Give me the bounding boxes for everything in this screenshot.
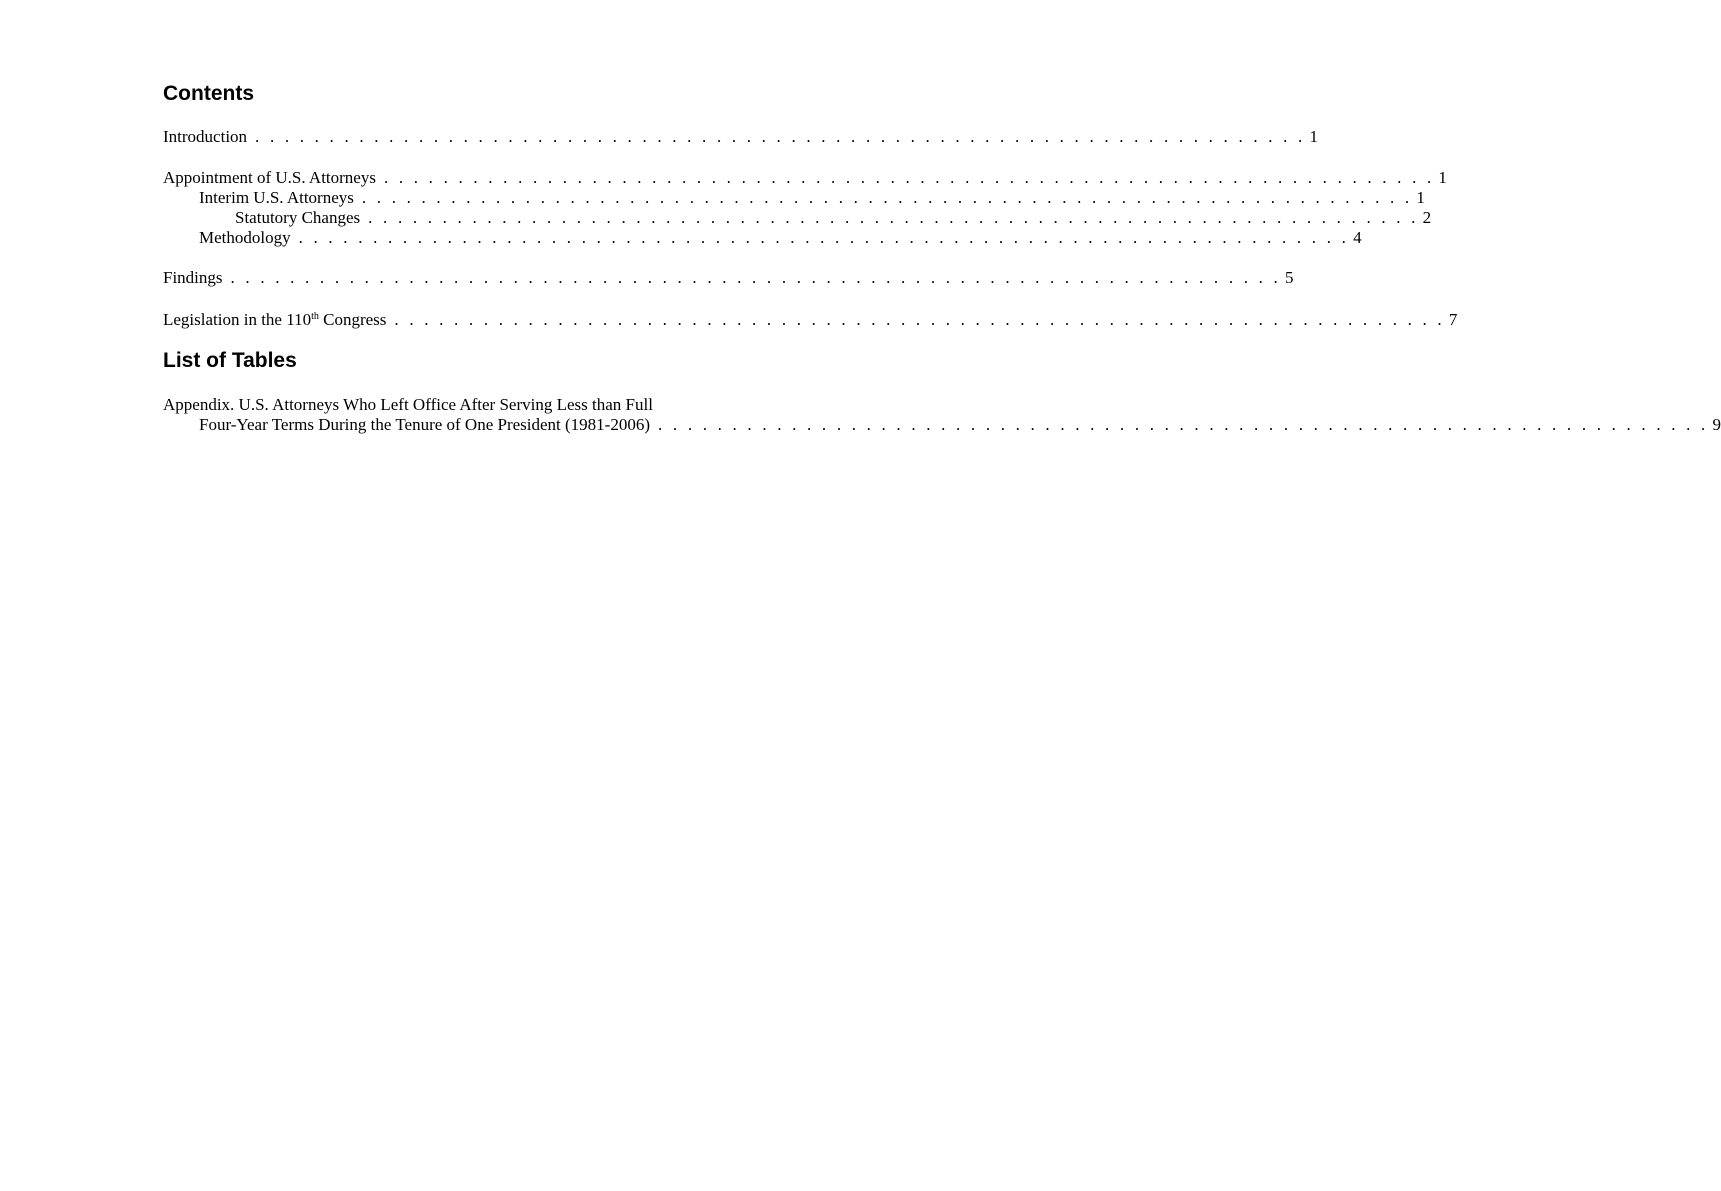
toc-page-number: 1	[1309, 127, 1318, 146]
label-text-before: Legislation in the 110	[163, 310, 312, 329]
toc-entry-label: Introduction	[163, 127, 255, 147]
toc-page-number: 1	[1416, 188, 1425, 207]
toc-entry-appointment[interactable]	[163, 168, 1447, 188]
toc-entry-label: Findings	[163, 268, 231, 288]
toc-entry-interim[interactable]	[199, 188, 1425, 208]
toc-page-number: 1	[1438, 168, 1447, 187]
toc-page-number: 9	[1712, 415, 1721, 434]
toc-entry-statutory-changes[interactable]	[235, 208, 1432, 228]
toc-page-number: 7	[1448, 310, 1458, 329]
table-entry-line-1[interactable]: Appendix. U.S. Attorneys Who Left Office After Serving Less than Full	[163, 395, 653, 414]
toc-page-number: 4	[1353, 228, 1362, 247]
toc-entry-label: Appointment of U.S. Attorneys	[163, 168, 384, 188]
toc-entry-introduction[interactable]	[163, 127, 1318, 147]
toc-entry-legislation[interactable]	[163, 310, 1458, 330]
toc-entry-label: Interim U.S. Attorneys	[199, 188, 362, 208]
toc-page-number: 2	[1422, 208, 1432, 227]
ordinal-suffix: th	[311, 311, 319, 322]
toc-entry-label	[163, 310, 394, 330]
toc-entry-methodology[interactable]	[199, 228, 1362, 248]
dot-leader: . . . . . . . . . . . . . . . . . . . . . . . . . . . . . . . . . . . . . . . . . . . . . . . . . . . . . . . . . . . . . . . . . . . . . . .	[361, 188, 1413, 207]
toc-entry-findings[interactable]	[163, 268, 1294, 288]
dot-leader: . . . . . . . . . . . . . . . . . . . . . . . . . . . . . . . . . . . . . . . . . . . . . . . . . . . . . . . . . . . . . . . . . . . . . . .	[255, 127, 1306, 146]
toc-entry-label: Statutory Changes	[235, 208, 368, 228]
dot-leader: . . . . . . . . . . . . . . . . . . . . . . . . . . . . . . . . . . . . . . . . . . . . . . . . . . . . . . . . . . . . . . . . . . . . . . .	[230, 268, 1281, 287]
dot-leader: . . . . . . . . . . . . . . . . . . . . . . . . . . . . . . . . . . . . . . . . . . . . . . . . . . . . . . . . . . . . . . . . . . . . . . .	[298, 228, 1350, 247]
contents-heading: Contents	[163, 82, 254, 105]
label-text-after: Congress	[318, 310, 387, 329]
dot-leader: . . . . . . . . . . . . . . . . . . . . . . . . . . . . . . . . . . . . . . . . . . . . . . . . . . . . . . . . . . . . . . . . . . . . . . .	[383, 168, 1435, 187]
dot-leader: . . . . . . . . . . . . . . . . . . . . . . . . . . . . . . . . . . . . . . . . . . . . . . . . . . . . . . . . . . . . . . . . . . . . . . .	[368, 208, 1419, 227]
dot-leader: . . . . . . . . . . . . . . . . . . . . . . . . . . . . . . . . . . . . . . . . . . . . . . . . . . . . . . . . . . . . . . . . . . . . . . .	[394, 310, 1445, 329]
dot-leader: . . . . . . . . . . . . . . . . . . . . . . . . . . . . . . . . . . . . . . . . . . . . . . . . . . . . . . . . . . . . . . . . . . . . . . .	[658, 415, 1709, 434]
table-entry-appendix[interactable]	[199, 415, 1721, 435]
toc-page-number: 5	[1284, 268, 1294, 287]
toc-entry-label: Methodology	[199, 228, 299, 248]
toc-entry-label: Four-Year Terms During the Tenure of One President (1981-2006)	[199, 415, 658, 435]
list-of-tables-heading: List of Tables	[163, 349, 297, 372]
